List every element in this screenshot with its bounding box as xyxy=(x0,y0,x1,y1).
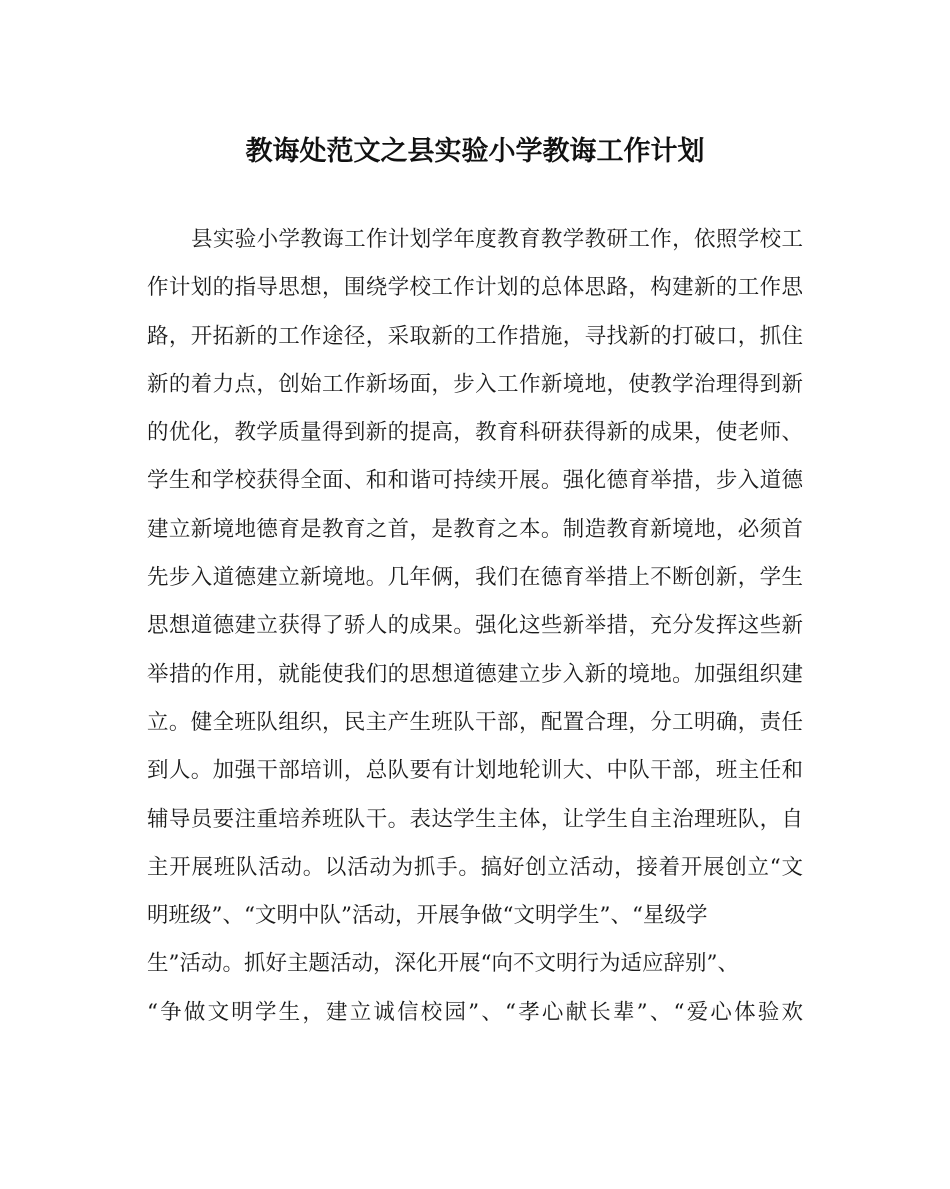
body-line: 主开展班队活动。以活动为抓手。搞好创立活动，接着开展创立“文 xyxy=(147,854,803,880)
body-line: 举措的作用，就能使我们的思想道德建立步入新的境地。加强组织建 xyxy=(147,661,803,687)
body-line: 学生和学校获得全面、和和谐可持续开展。强化德育举措，步入道德 xyxy=(147,468,803,494)
body-line: 思想道德建立获得了骄人的成果。强化这些新举措，充分发挥这些新 xyxy=(147,613,803,639)
document-body xyxy=(147,216,803,1037)
body-line: 建立新境地德育是教育之首，是教育之本。制造教育新境地，必须首 xyxy=(147,516,803,542)
body-line: 生”活动。抓好主题活动，深化开展“向不文明行为适应辞别”、 xyxy=(147,951,739,977)
body-line: 县实验小学教诲工作计划学年度教育教学教研工作，依照学校工 xyxy=(191,227,803,252)
body-line: 路，开拓新的工作途径，采取新的工作措施，寻找新的打破口，抓住 xyxy=(147,323,803,349)
body-line: 新的着力点，创始工作新场面，步入工作新境地，使教学治理得到新 xyxy=(147,371,803,397)
body-line: 作计划的指导思想，围绕学校工作计划的总体思路，构建新的工作思 xyxy=(147,275,803,301)
body-line: 到人。加强干部培训，总队要有计划地轮训大、中队干部，班主任和 xyxy=(147,758,803,784)
body-line: 立。健全班队组织，民主产生班队干部，配置合理，分工明确，责任 xyxy=(147,709,803,735)
body-line: 先步入道德建立新境地。几年俩，我们在德育举措上不断创新，学生 xyxy=(147,565,803,591)
body-line: 辅导员要注重培养班队干。表达学生主体，让学生自主治理班队，自 xyxy=(147,806,803,832)
body-line: 明班级”、“文明中队”活动，开展争做“文明学生”、“星级学 xyxy=(147,903,708,929)
body-line: 的优化，教学质量得到新的提高，教育科研获得新的成果，使老师、 xyxy=(147,420,803,446)
document-title: 教诲处范文之县实验小学教诲工作计划 xyxy=(245,136,705,167)
body-line: “争做文明学生，建立诚信校园”、“孝心献长辈”、“爱心体验欢 xyxy=(147,999,803,1025)
